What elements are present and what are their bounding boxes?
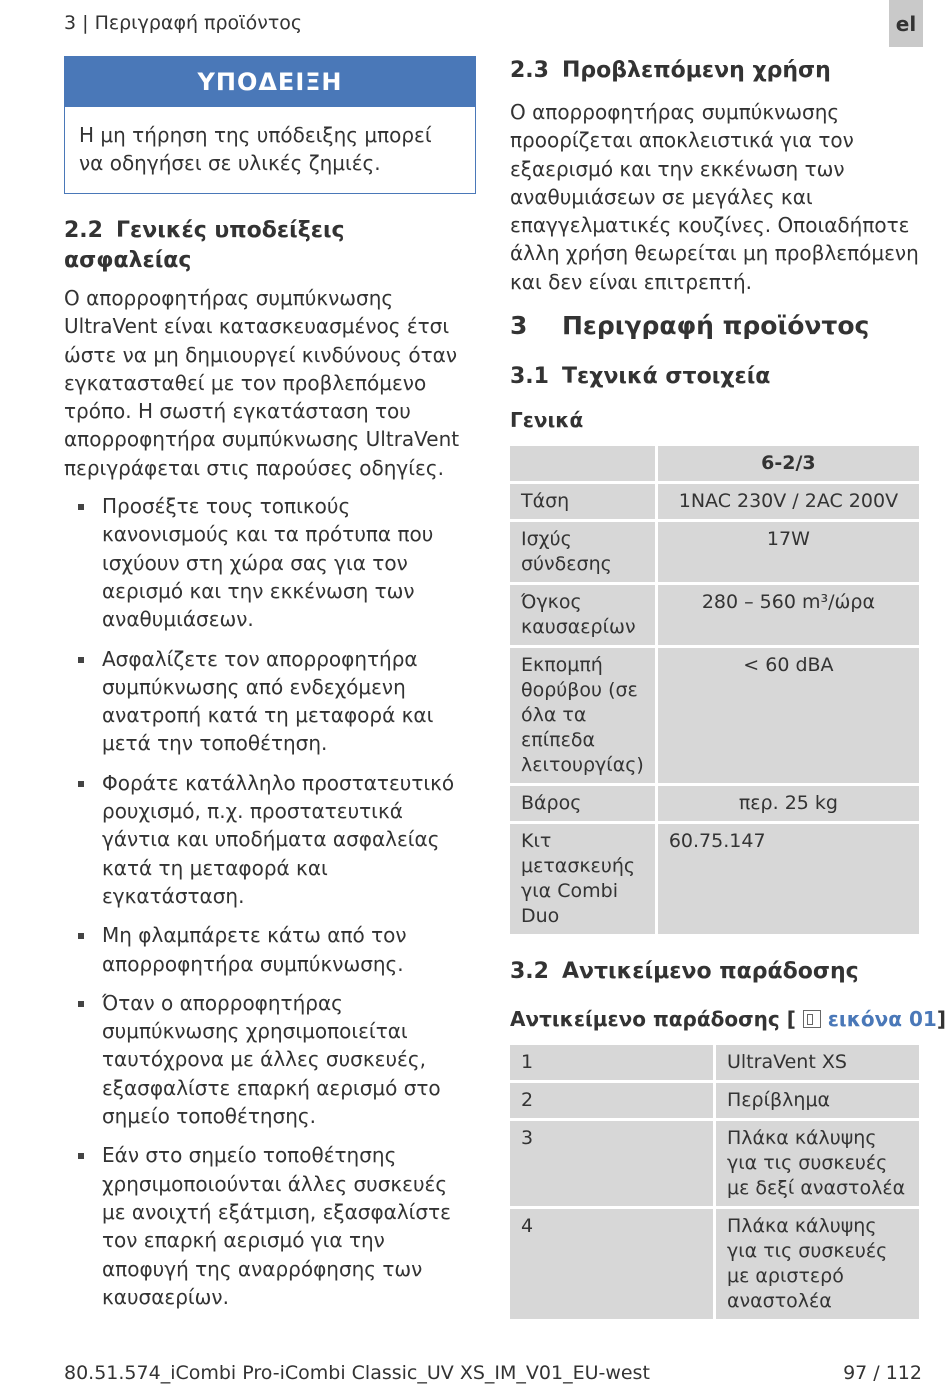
item-description: UltraVent XS — [716, 1045, 919, 1080]
row-label: Βάρος — [510, 786, 655, 821]
safety-bullet-list — [78, 492, 476, 1311]
section-number: 2.3 — [510, 58, 549, 83]
safety-intro-paragraph: Ο απορροφητήρας συμπύκνωσης UltraVent είναι κατασκευασμένος έτσι ώστε να μη δημιουργεί κινδύνους όταν εγκατασταθεί με τον προβλεπόμενο τρόπο. Η σωστή εγκατάσταση του απορροφητήρα συμπύκνωσης UltraVent περιγράφεται στις παρούσες οδηγίες. — [64, 286, 460, 480]
notice-title: ΥΠΟΔΕΙΞΗ — [65, 57, 475, 107]
left-column — [64, 56, 476, 1322]
table-header-row — [510, 446, 919, 481]
table-row — [510, 786, 919, 821]
section-number: 3.1 — [510, 364, 549, 390]
table-header-model: 6-2/3 — [658, 446, 919, 481]
section-number: 3 — [510, 311, 528, 341]
subheading-text: Αντικείμενο παράδοσης [ — [510, 1007, 796, 1032]
footer-page-number: 97 / 112 — [843, 1362, 922, 1384]
row-value: 17W — [658, 522, 919, 582]
row-label: Ισχύς σύνδεσης — [510, 522, 655, 582]
table-row — [510, 1083, 919, 1118]
row-value: < 60 dBA — [658, 648, 919, 783]
bullet-item: Φοράτε κατάλληλο προστατευτικό ρουχισμό, π.χ. προστατευτικά γάντια και υποδήματα ασφαλείας κατά τη μεταφορά και εγκατάσταση. — [78, 769, 476, 910]
figure-reference-icon — [803, 1010, 821, 1028]
bullet-item: Ασφαλίζετε τον απορροφητήρα συμπύκνωσης από ενδεχόμενη ανατροπή κατά τη μεταφορά και μετά την τοποθέτηση. — [78, 645, 476, 758]
item-description: Πλάκα κάλυψης για τις συσκευές με αριστερό αναστολέα — [716, 1209, 919, 1319]
row-value: 60.75.147 — [658, 824, 919, 934]
section-title: Περιγραφή προϊόντος — [562, 311, 870, 341]
row-value: περ. 25 kg — [658, 786, 919, 821]
section-3-2-heading — [510, 957, 922, 987]
language-tab: el — [889, 0, 923, 47]
table-row — [510, 1121, 919, 1206]
general-subheading: Γενικά — [510, 408, 584, 433]
table-row — [510, 585, 919, 645]
table-row — [510, 1045, 919, 1080]
section-title: Γενικές υποδείξεις ασφαλείας — [64, 218, 345, 273]
item-number: 1 — [510, 1045, 713, 1080]
row-label: Κιτ μετασκευής για Combi Duo — [510, 824, 655, 934]
table-row — [510, 522, 919, 582]
notice-text: Η μη τήρηση της υπόδειξης μπορεί να οδηγήσει σε υλικές ζημιές. — [79, 123, 432, 175]
item-number: 2 — [510, 1083, 713, 1118]
technical-data-table — [507, 443, 922, 937]
delivery-table — [507, 1042, 922, 1322]
footer-document-id: 80.51.574_iCombi Pro-iCombi Classic_UV XS_IM_V01_EU-west — [64, 1362, 650, 1384]
bullet-item: Μη φλαμπάρετε κάτω από τον απορροφητήρα συμπύκνωσης. — [78, 921, 476, 978]
row-label: Τάση — [510, 484, 655, 519]
item-description: Περίβλημα — [716, 1083, 919, 1118]
delivery-subheading — [510, 1005, 946, 1033]
section-title: Τεχνικά στοιχεία — [562, 364, 771, 390]
section-number: 3.2 — [510, 959, 549, 985]
table-header-empty — [510, 446, 655, 481]
row-label: Εκπομπή θορύβου (σε όλα τα επίπεδα λειτουργίας) — [510, 648, 655, 783]
notice-box — [64, 56, 476, 194]
header-section-title: 3 | Περιγραφή προϊόντος — [64, 12, 303, 34]
item-number: 4 — [510, 1209, 713, 1319]
bullet-item: Όταν ο απορροφητήρας συμπύκνωσης χρησιμοποιείται ταυτόχρονα με άλλες συσκευές, εξασφαλίστε επαρκή αερισμό στο σημείο τοποθέτησης. — [78, 989, 476, 1130]
intended-use-paragraph: Ο απορροφητήρας συμπύκνωσης προορίζεται αποκλειστικά για τον εξαερισμό και την εκκένωση των αναθυμιάσεων σε μεγάλες και επαγγελματικές κουζίνες. Οποιαδήποτε άλλη χρήση θεωρείται μη προβλεπόμενη και δεν είναι επιτρεπτή. — [510, 100, 919, 294]
section-2-2-heading — [64, 216, 476, 276]
table-row — [510, 648, 919, 783]
table-row — [510, 824, 919, 934]
table-row — [510, 484, 919, 519]
figure-reference-link[interactable]: εικόνα 01 — [827, 1007, 937, 1032]
bullet-item: Εάν στο σημείο τοποθέτησης χρησιμοποιούνται άλλες συσκευές με ανοιχτή εξάτμιση, εξασφαλίστε τον επαρκή αερισμό για την αποφυγή της αναρρόφησης των καυσαερίων. — [78, 1141, 476, 1311]
right-column — [510, 56, 946, 1322]
item-number: 3 — [510, 1121, 713, 1206]
item-description: Πλάκα κάλυψης για τις συσκευές με δεξί αναστολέα — [716, 1121, 919, 1206]
section-3-1-heading — [510, 362, 922, 392]
row-label: Όγκος καυσαερίων — [510, 585, 655, 645]
bullet-item: Προσέξτε τους τοπικούς κανονισμούς και τα πρότυπα που ισχύουν στη χώρα σας για τον αερισμό και την εκκένωση των αναθυμιάσεων. — [78, 492, 476, 633]
section-3-heading — [510, 310, 922, 342]
section-title: Προβλεπόμενη χρήση — [562, 58, 831, 83]
section-2-3-heading — [510, 56, 922, 86]
section-title: Αντικείμενο παράδοσης — [562, 959, 859, 985]
row-value: 280 – 560 m³/ώρα — [658, 585, 919, 645]
row-value: 1NAC 230V / 2AC 200V — [658, 484, 919, 519]
table-row — [510, 1209, 919, 1319]
section-number: 2.2 — [64, 218, 103, 243]
subheading-suffix: ] — [936, 1007, 946, 1032]
